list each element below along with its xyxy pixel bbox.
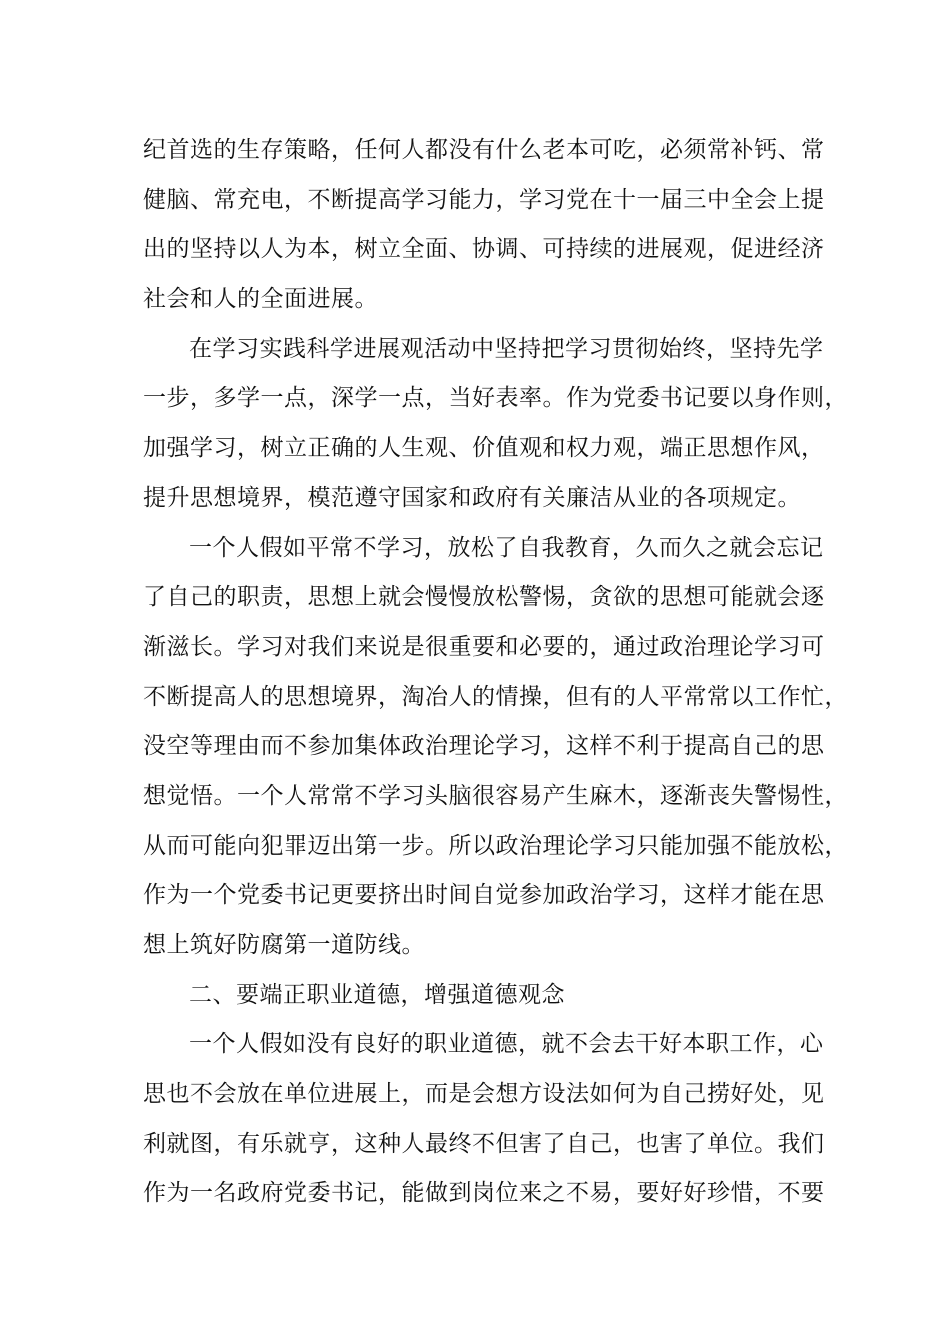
- text-line: 社会和人的全面进展。: [143, 286, 378, 313]
- text-line: 纪首选的生存策略，任何人都没有什么老本可吃，必须常补钙、常: [143, 137, 825, 163]
- text-line: 作为一个党委书记更要挤出时间自觉参加政治学习，这样才能在思: [143, 882, 825, 909]
- text-line: 作为一名政府党委书记，能做到岗位来之不易，要好好珍惜，不要: [143, 1180, 825, 1207]
- text-line: 思也不会放在单位进展上，而是会想方设法如何为自己捞好处，见: [143, 1081, 825, 1108]
- text-line: 想上筑好防腐第一道防线。: [143, 932, 425, 958]
- text-line: 出的坚持以人为本，树立全面、协调、可持续的进展观，促进经济: [143, 236, 825, 263]
- text-line: 了自己的职责，思想上就会慢慢放松警惕，贪欲的思想可能就会逐: [143, 584, 825, 611]
- text-line: 一步，多学一点，深学一点，当好表率。作为党委书记要以身作则，: [143, 385, 848, 412]
- paragraph-first-line: 一个人假如平常不学习，放松了自我教育，久而久之就会忘记: [189, 534, 824, 561]
- section-heading: 二、要端正职业道德，增强道德观念: [189, 981, 565, 1008]
- text-line: 利就图，有乐就亨，这种人最终不但害了自己，也害了单位。我们: [143, 1130, 825, 1157]
- paragraph-first-line: 在学习实践科学进展观活动中坚持把学习贯彻始终，坚持先学: [189, 335, 824, 362]
- text-line: 提升思想境界，模范遵守国家和政府有关廉洁从业的各项规定。: [143, 484, 801, 511]
- body-text: [143, 126, 848, 1219]
- text-line: 想觉悟。一个人常常不学习头脑很容易产生麻木，逐渐丧失警惕性，: [143, 782, 848, 809]
- text-line: 不断提高人的思想境界，淘冶人的情操，但有的人平常常以工作忙，: [143, 683, 848, 710]
- text-line: 没空等理由而不参加集体政治理论学习，这样不利于提高自己的思: [143, 733, 825, 760]
- text-line: 加强学习，树立正确的人生观、价值观和权力观，端正思想作风，: [143, 435, 825, 462]
- text-line: 渐滋长。学习对我们来说是很重要和必要的，通过政治理论学习可: [143, 633, 825, 660]
- text-line: 从而可能向犯罪迈出第一步。所以政治理论学习只能加强不能放松，: [143, 832, 848, 859]
- paragraph-first-line: 一个人假如没有良好的职业道德，就不会去干好本职工作，心: [189, 1031, 824, 1058]
- text-line: 健脑、常充电，不断提高学习能力，学习党在十一届三中全会上提: [143, 186, 825, 213]
